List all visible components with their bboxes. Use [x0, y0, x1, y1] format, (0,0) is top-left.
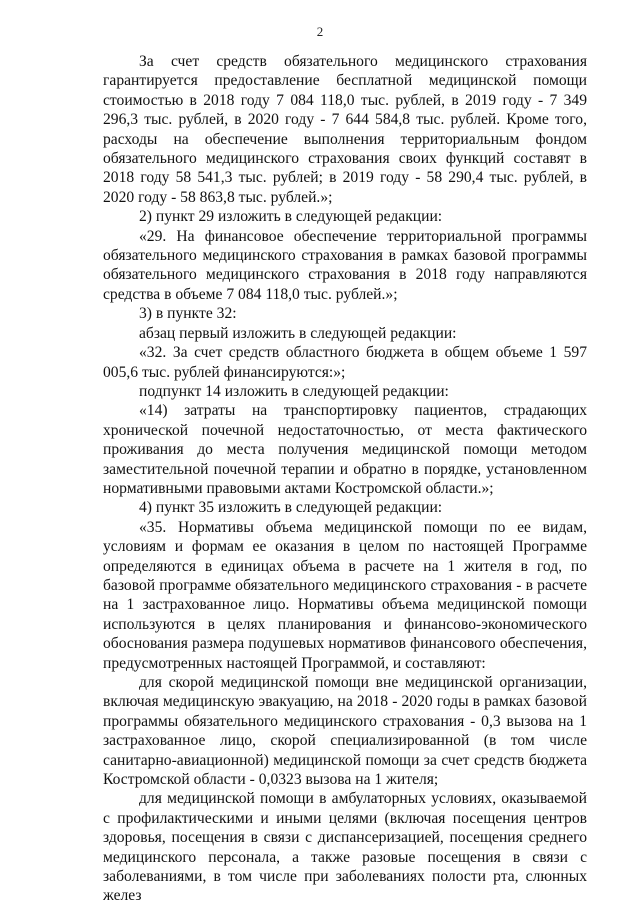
paragraph-point-29: «29. На финансовое обеспечение территориальной программы обязательного медицинского страхования в рамках базовой программы обязательного медицинского страхования в 2018 году направляются средства в объеме 7 084 118,0 тыс. рублей.»;	[103, 227, 587, 303]
paragraph-subitem-14: «14) затраты на транспортировку пациентов, страдающих хронической почечной недостаточностью, от места фактического проживания до места получения медицинской помощи методом заместительной почечной терапии и обратно в порядке, установленном нормативными правовыми актами Костромской области.»;	[103, 402, 587, 497]
paragraph-item-2: 2) пункт 29 изложить в следующей редакции:	[139, 208, 443, 226]
paragraph-ambulance-norms: для скорой медицинской помощи вне медицинской организации, включая медицинскую эвакуацию, на 2018 - 2020 годы в рамках базовой программы обязательного медицинского страхования - 0,3 вызова на 1 застрахованное лицо, скорой специализированной (в том числе санитарно-авиационной) медицинской помощи за счет средств бюджета Костромской области - 0,0323 вызова на 1 жителя;	[103, 674, 587, 789]
paragraph-item-4: 4) пункт 35 изложить в следующей редакции:	[139, 499, 443, 517]
document-body	[103, 52, 587, 906]
paragraph-item-3: 3) в пункте 32:	[139, 305, 237, 323]
paragraph-funding-oms: За счет средств обязательного медицинского страхования гарантируется предоставление бесплатной медицинской помощи стоимостью в 2018 году 7 084 118,0 тыс. рублей, в 2019 году - 7 349 296,3 тыс. рублей, в 2020 году - 7 644 584,8 тыс. рублей. Кроме того, расходы на обеспечение выполнения территориальным фондом обязательного медицинского страхования своих функций составят в 2018 году 58 541,3 тыс. рублей; в 2019 году - 58 290,4 тыс. рублей, в 2020 году - 58 863,8 тыс. рублей.»;	[103, 53, 587, 206]
paragraph-point-35: «35. Нормативы объема медицинской помощи по ее видам, условиям и формам ее оказания в целом по настоящей Программе определяются в единицах объема в расчете на 1 жителя в год, по базовой программе обязательного медицинского страхования - в расчете на 1 застрахованное лицо. Нормативы объема медицинской помощи используются в целях планирования и финансово-экономического обоснования размера подушевых нормативов финансового обеспечения, предусмотренных настоящей Программой, и составляют:	[103, 518, 587, 672]
paragraph-first-paragraph-note: абзац первый изложить в следующей редакции:	[139, 324, 457, 342]
paragraph-point-32: «32. За счет средств областного бюджета в общем объеме 1 597 005,6 тыс. рублей финансируются:»;	[103, 344, 587, 381]
paragraph-outpatient-norms: для медицинской помощи в амбулаторных условиях, оказываемой с профилактическими и иными целями (включая посещения центров здоровья, посещения в связи с диспансеризацией, посещения среднего медицинского персонала, а также разовые посещения в связи с заболеваниями, в том числе при заболеваниях полости рта, слюнных желез	[103, 790, 587, 905]
page-number: 2	[316, 24, 324, 39]
paragraph-subitem-14-note: подпункт 14 изложить в следующей редакции:	[139, 382, 449, 400]
